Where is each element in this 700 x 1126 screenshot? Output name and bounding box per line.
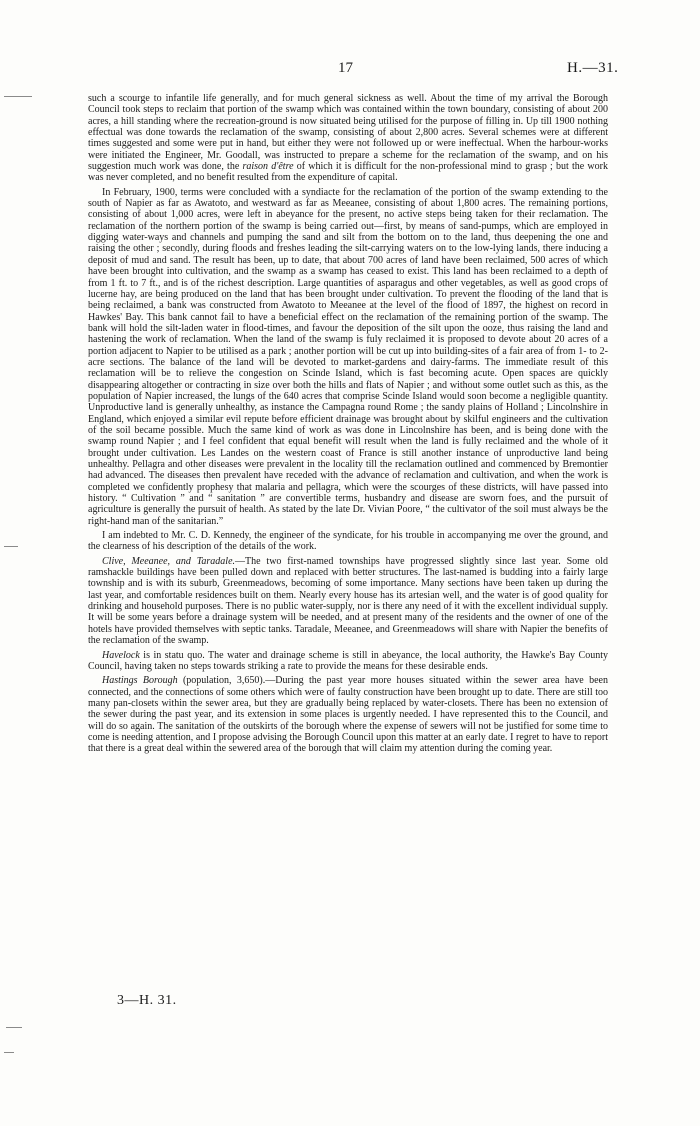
signature-mark: 3—H. 31. [117,993,177,1008]
paragraph-hastings-borough: Hastings Borough (population, 3,650).—During the past year more houses situated within the sewer area have been connected, and the connections of some others which were of faulty construction have been brought up to date. There are still too many pan-closets within the sewer area, but they are gradually being replaced by water-closets. There has been no extension of the sewer during the past year, and its extension in some places is urgently needed. I have represented this to the Council, and will do so again. The sanitation of the outskirts of the borough where the expense of sewers will not be justified for some time to come is needing attention, and I propose advising the Borough Council upon this matter at an early date. I regret to have to report that there is a great deal within the sewered area of the borough that will claim my attention during the coming year. [88,675,608,755]
paragraph-havelock: Havelock is in statu quo. The water and drainage scheme is still in abeyance, the local authority, the Hawke's Bay County Council, having taken no steps towards striking a rate to provide the means for these desirable ends. [88,649,608,672]
page-number: 17 [338,60,353,76]
document-reference: H.—31. [567,60,619,76]
scan-margin-mark [4,546,18,547]
paragraph-swamp-history: such a scourge to infantile life generally, and for much general sickness as well. About the time of my arrival the Borough Council took steps to reclaim that portion of the swamp which was contained within the town boundary, consisting of about 200 acres, a hill standing where the recreation-ground is now situated being utilised for the purpose of filling in. Up till 1900 nothing effectual was done towards the reclamation of the swamp, consisting of about 2,800 acres. Several schemes were at different times suggested and some were put in hand, but either they were not followed up or were ineffectual. When the harbour-works were initiated the Engineer, Mr. Goodall, was instructed to prepare a scheme for the reclamation of the swamp, and on his suggestion much work was done, the raison d'être of which it is difficult for the non-professional mind to grasp ; but the work was never completed, and no benefit resulted from the expenditure of capital. [88,93,608,184]
page-header [0,60,700,82]
paragraph-clive-meeanee-taradale: Clive, Meeanee, and Taradale.—The two first-named townships have progressed slightly since last year. Some old ramshackle buildings have been pulled down and replaced with better structures. The last-named is budding into a fairly large township and is with its suburb, Greenmeadows, becoming of some importance. Many sections have been taken up during the last year, and comfortable residences built on them. Nearly every house has its artesian well, and the water is of good quality for drinking and household purposes. There is no public water-supply, nor is there any need of it with the excellent individual supply. It will be some years before a drainage system will be needed, and at present many of the residents and the owner of one of the hotels have provided themselves with septic tanks. Taradale, Meeanee, and Greenmeadows will share with Napier the benefits of the reclamation of the swamp. [88,555,608,647]
report-body [88,93,608,758]
scan-margin-mark [4,96,32,97]
paragraph-reclamation-syndicate: In February, 1900, terms were concluded with a syndiacte for the reclamation of the portion of the swamp extending to the south of Napier as far as Awatoto, and westward as far as Meeanee, consisting of about 1,800 acres. The remaining portions, consisting of about 1,000 acres, were left in abeyance for the present, no active steps being taken for their reclamation. The reclamation of the northern portion of the swamp is being carried out—first, by means of sand-pumps, which are employed in digging water-ways and channels and pumping the sand and silt from the bottom on to the land, thus deepening the one and raising the other ; secondly, during floods and freshes leading the silt-carrying waters on to the low-lying lands, there inducing a deposit of mud and sand. The result has been, up to date, that about 700 acres of land have been reclaimed, 500 acres of which have been brought into cultivation, and the swamp as a swamp has ceased to exist. This land has been reclaimed to a depth of from 1 ft. to 7 ft., and is of the richest description. Large quantities of asparagus and other vegetables, as well as good crops of lucerne hay, are being produced on the land that has been brought under cultivation. To prevent the flooding of the land that is being reclaimed, a bank was constructed from Awatoto to Meeanee at the level of the flood of 1897, the highest on record in Hawkes' Bay. This bank cannot fail to have a beneficial effect on the reclamation of the remaining portion of the swamp. The bank will hold the silt-laden water in flood-times, and favour the deposition of the silt upon the ooze, thus raising the land and hastening the work of reclamation. When the land of the swamp is fuly reclaimed it is proposed to devote about 20 acres of a portion adjacent to Napier to be utilised as a park ; another portion will be cut up into building-sites of a fair area of from 1- to 2-acre sections. The balance of the land will be devoted to market-gardens and dairy-farms. The immediate result of this reclamation will be to relieve the congestion on Scinde Island, which is fast becoming acute. Open spaces are quickly disappearing altogether or contracting in size over both the hills and flats of Napier ; and without some outlet such as this, as the population of Napier increased, the lungs of the 640 acres that comprise Scinde Island would soon become a negligible quantity. Unproductive land is generally unhealthy, as instance the Campagna round Rome ; the sandy plains of Holland ; Lincolnshire in England, which enjoyed a similar evil repute before efficient drainage was brought about by skilful engineers and the cultivation of the soil became possible. Much the same kind of work as was done in Lincolnshire has been, and is being done with the swamp round Napier ; and I feel confident that equal benefit will result when the land is fully reclaimed and the whole of it brought under cultivation. Les Landes on the western coast of France is still another instance of unproductive land being unhealthy. Pellagra and other diseases were prevalent in the locality till the reclamation outlined and commenced by Bremontier had advanced. The diseases then prevalent have receded with the advance of reclamation and cultivation, and when the work is completed we confidently prophesy that malaria and pellagra, which were the scourges of these districts, will have passed into history. “ Cultivation ” and “ sanitation ” are convertible terms, husbandry and disease are sworn foes, and the pursuit of agriculture is generally the pursuit of health. As stated by the late Dr. Vivian Poore, “ the cultivator of the soil must always be the right-hand man of the sanitarian.” [88,186,608,527]
paragraph-acknowledgement: I am indebted to Mr. C. D. Kennedy, the engineer of the syndicate, for his trouble in accompanying me over the ground, and the clearness of his description of the details of the work. [88,530,608,553]
scan-margin-mark [6,1027,22,1028]
scan-margin-mark [4,1052,14,1053]
